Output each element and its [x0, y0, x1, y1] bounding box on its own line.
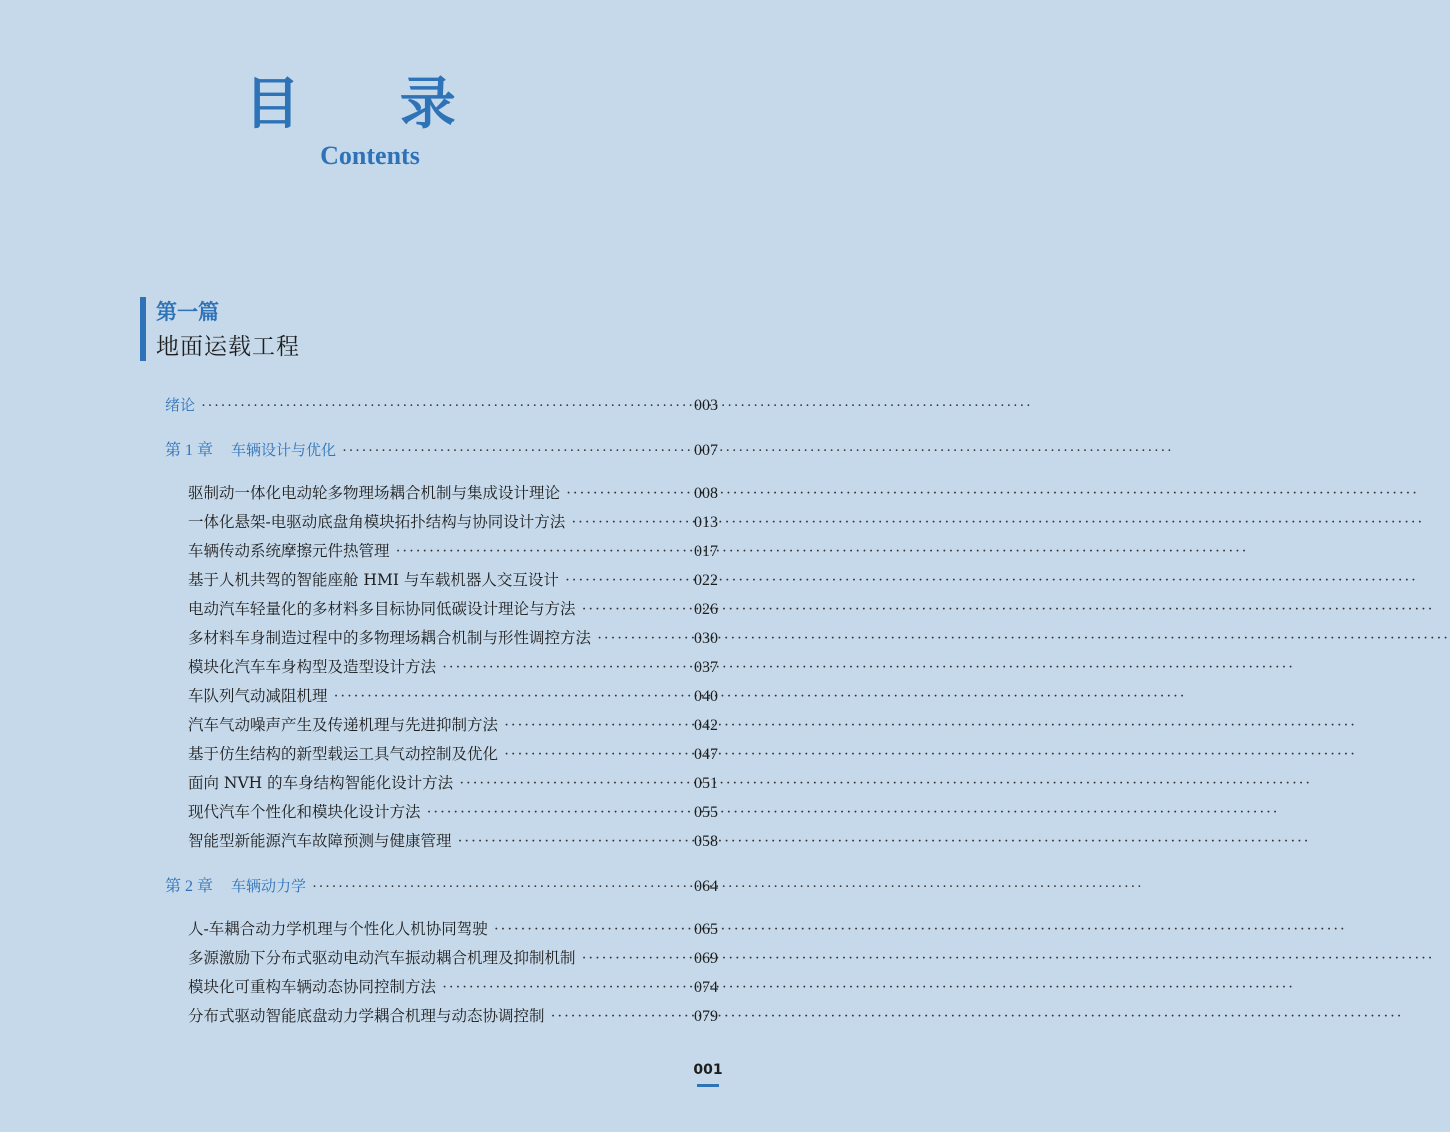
toc-page-number: 051: [694, 775, 718, 792]
toc-leader-dots: [504, 717, 688, 735]
toc-entry[interactable]: [188, 713, 718, 739]
toc-chapter-title: 车辆设计与优化: [231, 441, 337, 459]
page-title: 目 录: [244, 72, 496, 137]
toc-leader-dots: [582, 601, 688, 619]
toc-page-number: 013: [694, 514, 718, 531]
toc-page-number: 058: [694, 833, 718, 850]
toc-chapter[interactable]: [165, 873, 718, 899]
toc-page-number: 069: [694, 950, 718, 967]
part-label: 第一篇: [156, 300, 219, 324]
toc-entry-title: 人-车耦合动力学机理与个性化人机协同驾驶: [188, 920, 488, 938]
toc-page-number: 026: [694, 601, 718, 618]
toc-entry[interactable]: [188, 539, 718, 565]
toc-page-number: 055: [694, 804, 718, 821]
toc-entry[interactable]: [188, 771, 718, 797]
toc-page-number: 064: [694, 878, 718, 895]
toc-leader-dots: [597, 630, 688, 648]
page-number: 001: [693, 1062, 723, 1078]
toc-leader-dots: [504, 746, 688, 764]
toc-entry[interactable]: [188, 597, 718, 623]
toc-entry-title: 车队列气动减阻机理: [188, 687, 328, 705]
toc-chapter-title: 绪论: [165, 396, 196, 414]
toc-leader-dots: [334, 688, 688, 706]
toc-chapter-number: 第 2 章: [165, 878, 214, 895]
toc-page-number: 007: [694, 442, 718, 459]
toc-page-number: 047: [694, 746, 718, 763]
toc-entry[interactable]: [188, 917, 718, 943]
toc-leader-dots: [494, 921, 688, 939]
toc-page-number: 017: [694, 543, 718, 560]
toc-chapter[interactable]: [165, 394, 718, 420]
toc-chapter[interactable]: [165, 437, 718, 463]
toc-entry-title: 面向 NVH 的车身结构智能化设计方法: [188, 774, 454, 792]
toc-page-number: 079: [694, 1008, 718, 1025]
toc-page-number: 022: [694, 572, 718, 589]
toc-page-number: 037: [694, 659, 718, 676]
toc-entry-title: 基于人机共驾的智能座舱 HMI 与车载机器人交互设计: [188, 571, 559, 589]
toc-page-number: 040: [694, 688, 718, 705]
toc-entry-title: 多材料车身制造过程中的多物理场耦合机制与形性调控方法: [188, 629, 592, 647]
toc-page-number: 003: [694, 397, 718, 414]
toc-entry[interactable]: [188, 742, 718, 768]
toc-leader-dots: [458, 833, 688, 851]
toc-entry-title: 模块化可重构车辆动态协同控制方法: [188, 978, 437, 996]
toc-entry[interactable]: [188, 1004, 718, 1030]
toc-entry[interactable]: [188, 975, 718, 1001]
toc-entry-title: 电动汽车轻量化的多材料多目标协同低碳设计理论与方法: [188, 600, 576, 618]
toc-entry[interactable]: [188, 800, 718, 826]
toc-page-number: 030: [694, 630, 718, 647]
toc-leader-dots: [582, 950, 688, 968]
toc-entry[interactable]: [188, 829, 718, 855]
toc-page-number: 008: [694, 485, 718, 502]
toc-chapter-title: 车辆动力学: [231, 877, 307, 895]
toc-page-number: 065: [694, 921, 718, 938]
toc-page-number: 074: [694, 979, 718, 996]
toc-leader-dots: [571, 514, 688, 532]
toc-page-number: 042: [694, 717, 718, 734]
toc-leader-dots: [312, 879, 688, 896]
toc-entry[interactable]: [188, 626, 718, 652]
toc-chapter-number: 第 1 章: [165, 442, 214, 459]
toc-entry-title: 基于仿生结构的新型载运工具气动控制及优化: [188, 745, 499, 763]
toc-leader-dots: [565, 572, 688, 590]
toc-entry[interactable]: [188, 684, 718, 710]
toc-entry[interactable]: [188, 481, 718, 507]
toc-entry[interactable]: [188, 655, 718, 681]
toc-leader-dots: [442, 659, 688, 677]
toc-entry-title: 智能型新能源汽车故障预测与健康管理: [188, 832, 452, 850]
toc-leader-dots: [201, 398, 688, 415]
page-number-underline: [697, 1084, 719, 1087]
toc-leader-dots: [396, 543, 688, 561]
toc-leader-dots: [342, 443, 688, 460]
part-title: 地面运载工程: [156, 334, 300, 360]
toc-entry-title: 现代汽车个性化和模块化设计方法: [188, 803, 421, 821]
toc-entry-title: 多源激励下分布式驱动电动汽车振动耦合机理及抑制机制: [188, 949, 576, 967]
toc-leader-dots: [551, 1008, 688, 1026]
toc-leader-dots: [566, 485, 688, 503]
toc-entry-title: 一体化悬架-电驱动底盘角模块拓扑结构与协同设计方法: [188, 513, 566, 531]
toc-leader-dots: [459, 775, 688, 793]
toc-entry[interactable]: [188, 568, 718, 594]
toc-entry-title: 分布式驱动智能底盘动力学耦合机理与动态协调控制: [188, 1007, 545, 1025]
toc-entry-title: 汽车气动噪声产生及传递机理与先进抑制方法: [188, 716, 499, 734]
toc-entry[interactable]: [188, 946, 718, 972]
part-accent-bar: [140, 297, 146, 361]
toc-leader-dots: [442, 979, 688, 997]
toc-entry-title: 车辆传动系统摩擦元件热管理: [188, 542, 390, 560]
toc-entry-title: 模块化汽车车身构型及造型设计方法: [188, 658, 437, 676]
toc-entry[interactable]: [188, 510, 718, 536]
toc-entry-title: 驱制动一体化电动轮多物理场耦合机制与集成设计理论: [188, 484, 561, 502]
page-subtitle: Contents: [320, 141, 420, 170]
toc-leader-dots: [427, 804, 688, 822]
